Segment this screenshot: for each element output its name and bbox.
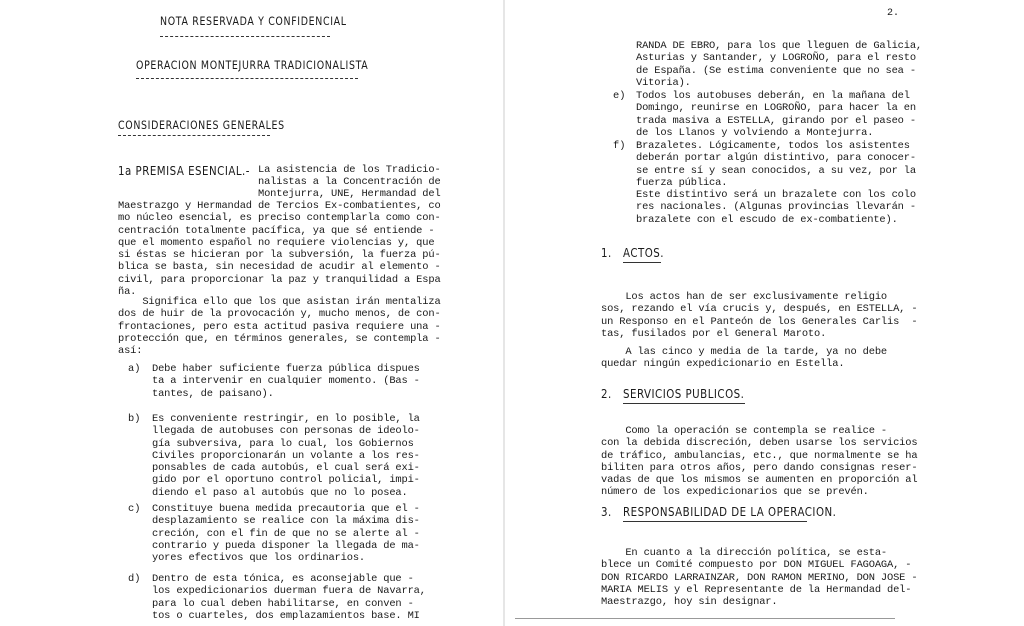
actos-paragraph-1: Los actos han de ser exclusivamente religio sos, rezando el vía crucis y, después, en ESTELLA, - un Responso en el Panteón de los Generales Carlis - tas, fusilados por el General Maroto. xyxy=(601,291,918,340)
item-c-label: c) xyxy=(128,503,141,515)
section-1-number: 1. xyxy=(601,245,612,260)
servicios-paragraph: Como la operación se contempla se realice - con la debida discreción, deben usarse los servicios de tráfico, ambulancias, etc., que normalmente se ha biliten para otros años, pero dando consignas reser- vadas de que los mismos se aumenten en proporción al número de los expedicionarios que se prevén. xyxy=(601,425,918,499)
operation-title: OPERACION MONTEJURRA TRADICIONALISTA xyxy=(136,58,369,72)
item-e-text: Todos los autobuses deberán, en la mañana del Domingo, reunirse en LOGROÑO, para hacer la en trada masiva a ESTELLA, girando por el paseo - de los Llanos y volviendo a Montejurra. xyxy=(636,90,916,139)
distintivo-paragraph: Este distintivo será un brazalete con los colo res nacionales. (Algunas provincias llevarán - brazalete con el escudo de ex-combatiente). xyxy=(636,189,916,226)
document-header-title: NOTA RESERVADA Y CONFIDENCIAL xyxy=(160,14,347,28)
item-b-text: Es conveniente restringir, en lo posible, la llegada de autobuses con personas de ideolo- gía subversiva, para lo cual, los Gobiernos Civiles proporcionarán un volante a los res- ponsables de cada autobús, el cual será exi- gido por el oportuno control policial, impi- diendo el paso al autobús que no lo posea. xyxy=(152,413,420,499)
item-c-text: Constituye buena medida precautoria que el - desplazamiento se realice con la máxima dis- creción, con el fin de que no se alerte al - contrario y pueda disponer la llegada de ma- yores efectivos que los ordinarios. xyxy=(152,503,420,565)
section-3-title: RESPONSABILIDAD DE LA OPERACION. xyxy=(623,504,837,519)
item-a-label: a) xyxy=(128,363,141,375)
section-2-title: SERVICIOS PUBLICOS. xyxy=(623,386,745,401)
section-3-number: 3. xyxy=(601,504,612,519)
item-b-label: b) xyxy=(128,413,141,425)
page-bottom-edge xyxy=(515,618,895,619)
premise-line-2: nalistas a la Concentración de xyxy=(258,176,441,188)
actos-paragraph-2: A las cinco y media de la tarde, ya no debe quedar ningún expedicionario en Estella. xyxy=(601,346,888,371)
premise-line-3: Montejurra, UNE, Hermandad del xyxy=(258,188,441,200)
item-d-text: Dentro de esta tónica, es aconsejable que - los expedicionarios duerman fuera de Navarra, para lo cual deben habilitarse, en conven - tos o cuarteles, dos emplazamientos base. MI xyxy=(152,573,426,622)
left-page xyxy=(0,0,505,626)
item-f-label: f) xyxy=(613,140,626,152)
responsabilidad-paragraph: En cuanto a la dirección política, se esta- blece un Comité compuesto por DON MIGUEL FAGOAGA, - DON RICARDO LARRAINZAR, DON RAMON MERINO, DON JOSE - MARIA MELIS y el Representante de la Hermandad del- Maestrazgo, hoy sin designar. xyxy=(601,547,918,609)
item-d-label: d) xyxy=(128,573,141,585)
section-title: CONSIDERACIONES GENERALES xyxy=(118,118,285,132)
premise-label: 1a PREMISA ESENCIAL.- xyxy=(118,163,250,178)
item-e-label: e) xyxy=(613,90,626,102)
page-number: 2. xyxy=(887,8,900,19)
continuation-text: RANDA DE EBRO, para los que lleguen de Galicia, Asturias y Santander, y LOGROÑO, para el resto de España. (Se estima conveniente que no sea - Vitoria). xyxy=(636,40,923,89)
section-2-underline xyxy=(623,403,745,404)
right-page xyxy=(505,0,1024,626)
header-divider xyxy=(160,36,330,37)
section-3-underline xyxy=(623,521,807,522)
significa-paragraph: Significa ello que los que asistan irán mentaliza dos de huir de la provocación y, mucho menos, de con- frontaciones, pero esta actitud pasiva requiere una - protección que, en términos generales, se contempla - así: xyxy=(118,296,441,358)
operation-title-underline xyxy=(136,78,358,79)
section-title-underline xyxy=(118,135,270,136)
premise-body: Maestrazgo y Hermandad de Tercios Ex-combatientes, co mo núcleo esencial, es preciso contemplarla como con- centración totalmente pacífica, ya que sé entiende - que el momento español no requiere violencias y, que si éstas se hicieran por la subversión, la fuerza pú- blica se basta, sin necesidad de acudir al elemento - civil, para proporcionar la paz y tranquilidad a Espa ña. xyxy=(118,200,441,299)
section-1-title: ACTOS. xyxy=(623,245,665,260)
item-f-text: Brazaletes. Lógicamente, todos los asistentes deberán portar algún distintivo, para conocer- se entre sí y sean conocidos, a su vez, por la fuerza pública. xyxy=(636,140,916,189)
section-2-number: 2. xyxy=(601,386,612,401)
premise-line-1: La asistencia de los Tradicio- xyxy=(258,164,441,176)
item-a-text: Debe haber suficiente fuerza pública dispues ta a intervenir en cualquier momento. (Bas - tantes, de paisano). xyxy=(152,363,420,400)
section-1-underline xyxy=(623,262,661,263)
